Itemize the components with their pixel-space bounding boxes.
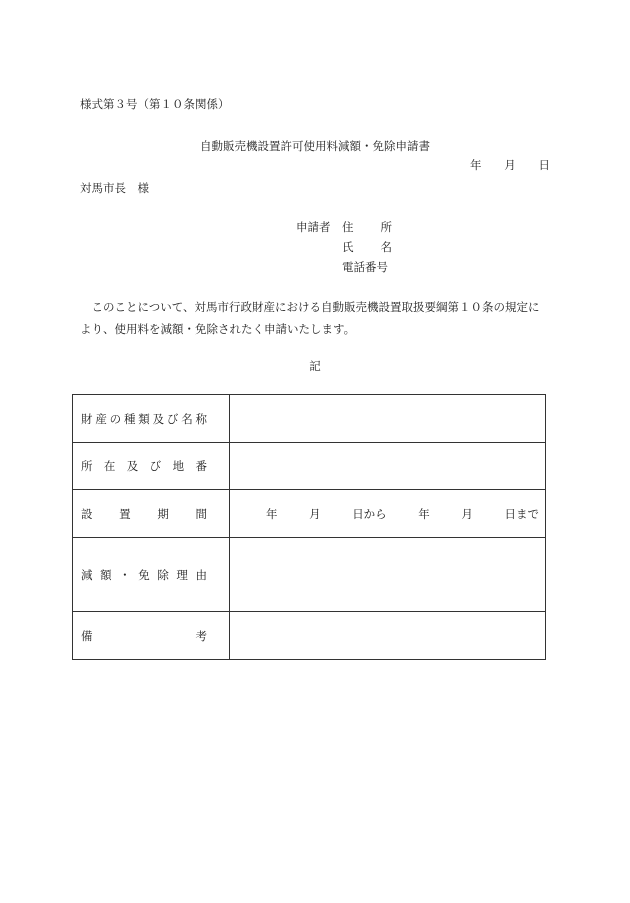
body-text: このことについて、対馬市行政財産における自動販売機設置取扱要綱第１０条の規定により、使用料を減額・免除されたく申請いたします。 — [80, 300, 540, 336]
label-property-type-name: 財 産 の 種 類 及 び 名 称 — [73, 395, 230, 443]
applicant-name-label: 氏 名 — [342, 240, 392, 254]
addressee: 対馬市長 様 — [80, 181, 149, 195]
value-installation-period[interactable]: 年 月 日から 年 月 日まで — [230, 490, 546, 538]
value-remarks[interactable] — [230, 612, 546, 660]
applicant-address-label: 住 所 — [342, 220, 392, 234]
detail-table — [72, 394, 546, 660]
form-number: 様式第３号（第１０条関係） — [80, 97, 230, 111]
value-reduction-reason[interactable] — [230, 538, 546, 612]
date-year: 年 — [470, 158, 482, 172]
table-row-location — [73, 443, 546, 490]
applicant-label: 申請者 — [296, 220, 331, 234]
table-row-period — [73, 490, 546, 538]
ki-heading: 記 — [309, 359, 321, 373]
applicant-phone-label: 電話番号 — [342, 260, 388, 274]
label-location: 所 在 及 び 地 番 — [73, 443, 230, 490]
value-property-type-name[interactable] — [230, 395, 546, 443]
date-line — [470, 157, 550, 173]
label-reduction-reason: 減 額 ・ 免 除 理 由 — [73, 538, 230, 612]
document-title: 自動販売機設置許可使用料減額・免除申請書 — [200, 139, 430, 153]
value-location[interactable] — [230, 443, 546, 490]
label-installation-period: 設 置 期 間 — [73, 490, 230, 538]
table-row-remarks — [73, 612, 546, 660]
date-day: 日 — [538, 158, 550, 172]
table-row-property — [73, 395, 546, 443]
date-month: 月 — [504, 158, 516, 172]
table-row-reason — [73, 538, 546, 612]
label-remarks: 備 考 — [73, 612, 230, 660]
